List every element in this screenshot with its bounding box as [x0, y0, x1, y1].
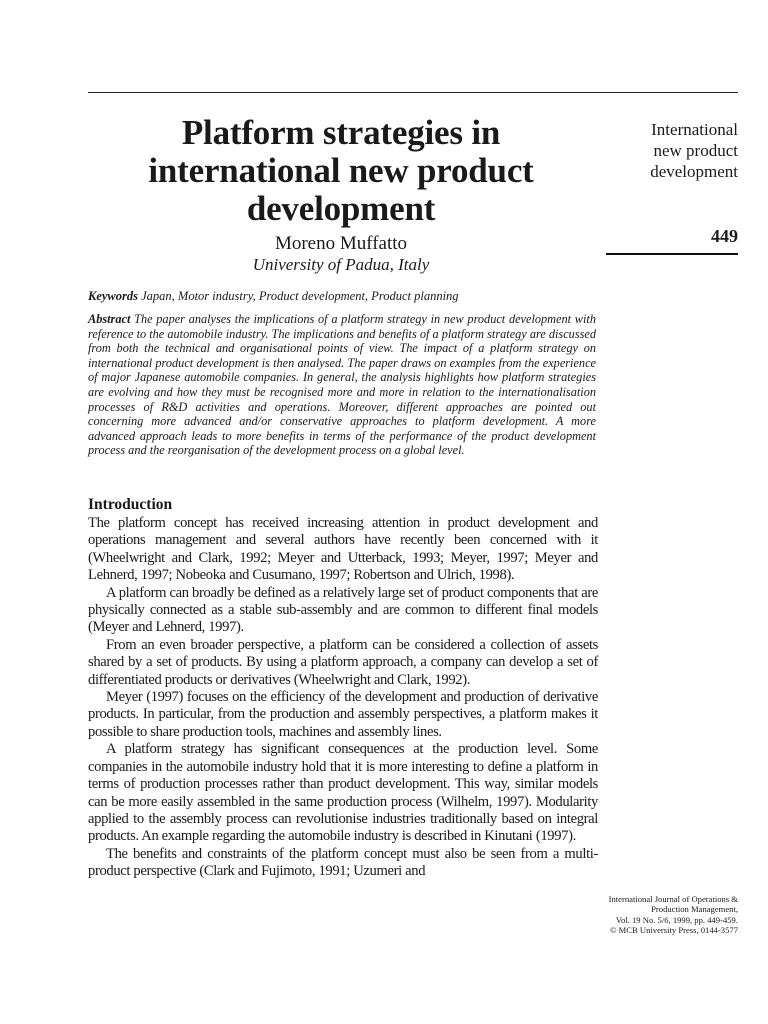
- paper-title: Platform strategies in international new product development: [148, 113, 534, 228]
- body-paragraph: The platform concept has received increasing attention in product development and operations management and several authors have recently been concerned with it (Wheelwright and Clark, 1992; Meyer and Utterback, 1993; Meyer, 1997; Meyer and Lehnerd, 1997; Nobeoka and Cusumano, 1997; Robertson and Ulrich, 1998).: [88, 515, 598, 584]
- body-paragraph: A platform can broadly be defined as a relatively large set of product components that are physically connected as a stable sub-assembly and are common to different final models (Meyer and Lehnerd, 1997).: [88, 584, 598, 636]
- running-section-title-line: new product: [653, 141, 738, 160]
- introduction-body: [88, 515, 598, 881]
- journal-citation: [600, 894, 738, 936]
- body-paragraph: Meyer (1997) focuses on the efficiency of the development and production of derivative products. In particular, from the production and assembly perspectives, a platform makes it possible to share production tools, machines and assembly lines.: [88, 689, 598, 740]
- running-section-title-line: development: [650, 162, 738, 181]
- section-heading-introduction: Introduction: [88, 496, 173, 513]
- keywords-label: Keywords: [88, 289, 138, 303]
- page-number: 449: [711, 226, 738, 246]
- keywords: [88, 289, 598, 304]
- abstract-text: The paper analyses the implications of a platform strategy in new product development with reference to the automobile industry. The implications and benefits of a platform strategy are discussed from both the technical and organisational points of view. The impact of a platform strategy on international product development is then analysed. The paper draws on examples from the experience of major Japanese automobile companies. In general, the analysis highlights how platform strategies are evolving and how they must be recognised more and more in relation to the internationalisation processes of R&D activities and operations. Moreover, different approaches are pointed out concerning more advanced and/or conservative approaches to platform development. A more advanced approach leads to more benefits in terms of the performance of the product development process and the reorganisation of the development process on a global level.: [88, 312, 596, 458]
- author-name: Moreno Muffatto: [274, 233, 408, 254]
- body-paragraph: The benefits and constraints of the platform concept must also be seen from a multi-product perspective (Clark and Fujimoto, 1991; Uzumeri and: [88, 845, 598, 880]
- journal-citation-line: Vol. 19 No. 5/6, 1999, pp. 449-459.: [615, 914, 738, 925]
- journal-citation-line: Production Management,: [651, 904, 738, 915]
- running-section-title: [600, 119, 738, 182]
- running-section-title-line: International: [651, 120, 738, 139]
- side-rule: [606, 253, 738, 255]
- abstract-label: Abstract: [88, 312, 131, 326]
- top-rule: [88, 92, 738, 93]
- keywords-text: Japan, Motor industry, Product development, Product planning: [141, 289, 459, 303]
- journal-citation-line: © MCB University Press, 0144-3577: [609, 925, 738, 936]
- author-affiliation: University of Padua, Italy: [252, 255, 430, 274]
- body-paragraph: A platform strategy has significant consequences at the production level. Some companies in the automobile industry hold that it is more interesting to define a platform in terms of production processes rather than product development. This way, similar models can be more easily assembled in the same production process (Wilhelm, 1997). Modularity applied to the assembly process can revolutionise industries traditionally based on integral products. An example regarding the automobile industry is described in Kinutani (1997).: [88, 741, 598, 845]
- abstract: [88, 312, 596, 458]
- journal-citation-line: International Journal of Operations &: [608, 894, 738, 904]
- body-paragraph: From an even broader perspective, a platform can be considered a collection of assets shared by a set of products. By using a platform approach, a company can develop a set of differentiated products or derivatives (Wheelwright and Clark, 1992).: [88, 636, 598, 688]
